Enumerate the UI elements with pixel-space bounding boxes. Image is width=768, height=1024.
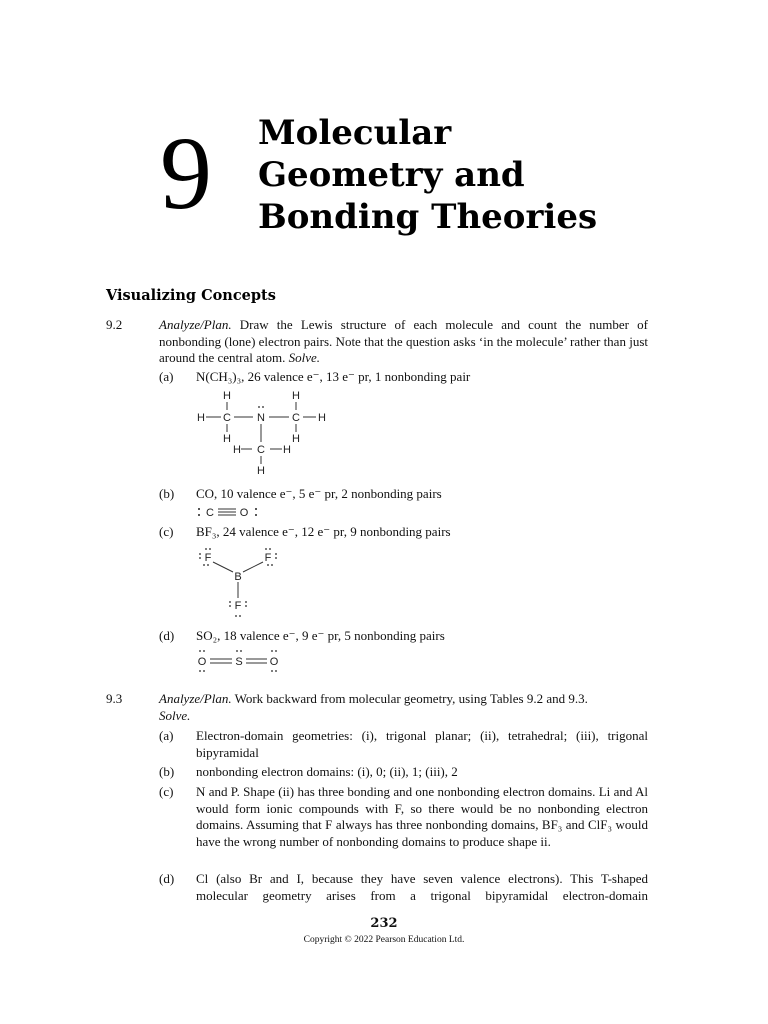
part-label: (a) [159,728,174,743]
problem-statement [159,691,648,708]
f-atom: F [234,600,242,612]
h-atom: H [257,465,265,477]
h-atom: H [223,433,231,445]
part-text: N and P. Shape (ii) has three bonding and one nonbonding electron domains. Li and Al would form ionic compounds with F, so there would be no nonbonding electron domains. Assuming that F always has three nonbonding domains, BF₃ and ClF₃ would have the wrong number of nonbonding domains to produce shape ii. [196,784,648,849]
n-atom: N [257,412,265,424]
f-atom: F [264,552,272,564]
part-text: CO, 10 valence e⁻, 5 e⁻ pr, 2 nonbonding pairs [196,486,442,501]
section-heading: Visualizing Concepts [106,287,276,304]
lewis-structure-bf3 [196,544,286,624]
part-text: N(CH₃)₃, 26 valence e⁻, 13 e⁻ pr, 1 nonbonding pair [196,369,471,384]
nme3-diagram [192,388,342,480]
c-atom: C [257,444,265,456]
o-atom: O [269,656,279,668]
analyze-plan-label: Analyze/Plan. [159,317,232,332]
lewis-structure-so2 [194,647,290,679]
problem-text: Draw the Lewis structure of each molecule and count the number of nonbonding (lone) electron pairs. Note that the question asks ‘in the molecule’ rather than just around the central atom. [159,317,648,365]
f-atom: F [204,552,212,564]
part-text: Electron-domain geometries: (i), trigonal planar; (ii), tetrahedral; (iii), trigonal bipyramidal [196,728,648,760]
c-atom: C [206,507,214,519]
part-label: (a) [159,369,174,384]
h-atom: H [233,444,241,456]
part-label: (c) [159,524,174,539]
bf3-diagram [196,544,286,620]
chapter-number: 9 [160,116,212,231]
chapter-title-line: Bonding Theories [258,197,598,237]
h-atom: H [197,412,205,424]
s-atom: S [235,656,243,668]
part-text: Cl (also Br and I, because they have seven valence electrons). This T-shaped molecular geometry arises from a trigonal bipyramidal electron-domain [196,871,648,903]
h-atom: H [292,433,300,445]
chapter-title [258,112,678,238]
c-atom: C [223,412,231,424]
part-text: BF₃, 24 valence e⁻, 12 e⁻ pr, 9 nonbonding pairs [196,524,451,539]
chapter-title-line: Geometry and [258,155,525,195]
problem-number: 9.3 [106,691,123,706]
part-label: (d) [159,628,175,643]
solve-label: Solve. [159,708,191,723]
solve-label: Solve. [288,350,320,365]
h-atom: H [292,390,300,402]
b-atom: B [234,571,242,583]
problem-text: Work backward from molecular geometry, using Tables 9.2 and 9.3. [231,691,588,706]
so2-diagram [194,647,290,675]
copyright-notice: Copyright © 2022 Pearson Education Ltd. [303,935,465,945]
part-label: (b) [159,486,175,501]
lewis-structure-nme3 [192,388,342,484]
problem-statement [159,317,648,367]
part-text: SO₂, 18 valence e⁻, 9 e⁻ pr, 5 nonbonding pairs [196,628,445,643]
c-atom: C [292,412,300,424]
o-atom: O [197,656,207,668]
o-atom: O [239,507,249,519]
part-text: nonbonding electron domains: (i), 0; (ii), 1; (iii), 2 [196,764,458,779]
h-atom: H [283,444,291,456]
part-label: (c) [159,784,174,799]
h-atom: H [318,412,326,424]
problem-number: 9.2 [106,317,123,332]
part-label: (d) [159,871,175,886]
h-atom: H [223,390,231,402]
lewis-structure-co [194,503,274,525]
analyze-plan-label: Analyze/Plan. [159,691,232,706]
co-diagram [194,503,274,521]
page-number: 232 [370,916,398,931]
chapter-title-line: Molecular [258,113,452,153]
part-label: (b) [159,764,175,779]
